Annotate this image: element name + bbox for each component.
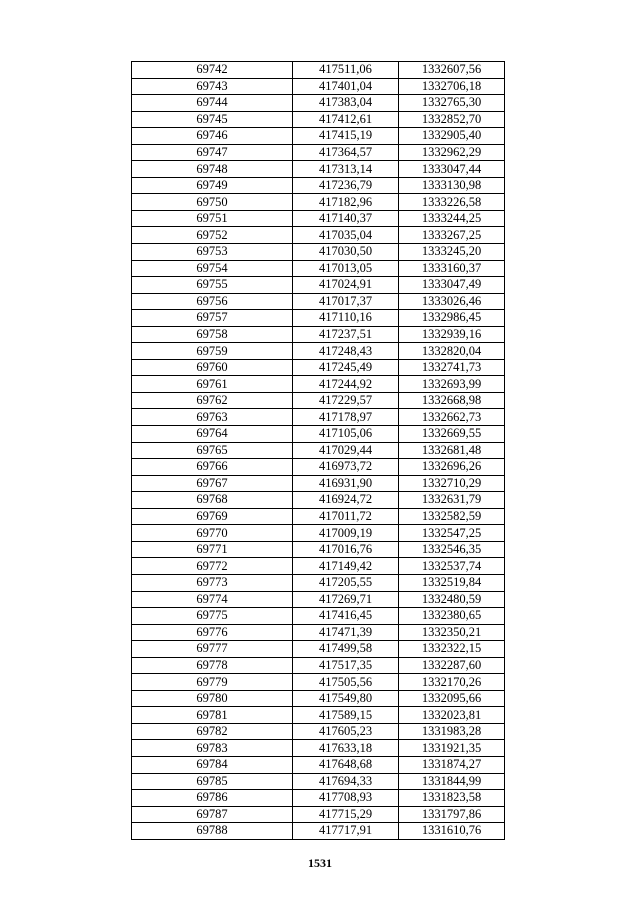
x-coordinate-cell: 417236,79: [293, 177, 399, 194]
table-row: [132, 541, 505, 558]
y-coordinate-cell: 1332905,40: [399, 128, 505, 145]
table-row: [132, 641, 505, 658]
y-coordinate-cell: 1332820,04: [399, 343, 505, 360]
table-row: [132, 161, 505, 178]
x-coordinate-cell: 417009,19: [293, 525, 399, 542]
table-row: [132, 293, 505, 310]
point-number-cell: 69783: [132, 740, 293, 757]
x-coordinate-cell: 417648,68: [293, 756, 399, 773]
x-coordinate-cell: 417029,44: [293, 442, 399, 459]
x-coordinate-cell: 416924,72: [293, 492, 399, 509]
table-row: [132, 740, 505, 757]
x-coordinate-cell: 417499,58: [293, 641, 399, 658]
y-coordinate-cell: 1332696,26: [399, 459, 505, 476]
y-coordinate-cell: 1332693,99: [399, 376, 505, 393]
y-coordinate-cell: 1332547,25: [399, 525, 505, 542]
table-row: [132, 62, 505, 79]
y-coordinate-cell: 1332710,29: [399, 475, 505, 492]
x-coordinate-cell: 417416,45: [293, 608, 399, 625]
y-coordinate-cell: 1332662,73: [399, 409, 505, 426]
x-coordinate-cell: 417110,16: [293, 310, 399, 327]
x-coordinate-cell: 417205,55: [293, 574, 399, 591]
table-row: [132, 392, 505, 409]
point-number-cell: 69753: [132, 244, 293, 261]
table-row: [132, 723, 505, 740]
point-number-cell: 69743: [132, 78, 293, 95]
x-coordinate-cell: 417708,93: [293, 790, 399, 807]
y-coordinate-cell: 1332095,66: [399, 690, 505, 707]
table-row: [132, 442, 505, 459]
x-coordinate-cell: 417633,18: [293, 740, 399, 757]
x-coordinate-cell: 417149,42: [293, 558, 399, 575]
y-coordinate-cell: 1331823,58: [399, 790, 505, 807]
point-number-cell: 69774: [132, 591, 293, 608]
table-row: [132, 260, 505, 277]
x-coordinate-cell: 417269,71: [293, 591, 399, 608]
point-number-cell: 69742: [132, 62, 293, 79]
point-number-cell: 69755: [132, 277, 293, 294]
y-coordinate-cell: 1332681,48: [399, 442, 505, 459]
point-number-cell: 69751: [132, 210, 293, 227]
x-coordinate-cell: 417505,56: [293, 674, 399, 691]
x-coordinate-cell: 417140,37: [293, 210, 399, 227]
table-row: [132, 657, 505, 674]
y-coordinate-cell: 1333130,98: [399, 177, 505, 194]
x-coordinate-cell: 417013,05: [293, 260, 399, 277]
point-number-cell: 69752: [132, 227, 293, 244]
x-coordinate-cell: 417035,04: [293, 227, 399, 244]
y-coordinate-cell: 1332519,84: [399, 574, 505, 591]
point-number-cell: 69787: [132, 806, 293, 823]
x-coordinate-cell: 416931,90: [293, 475, 399, 492]
y-coordinate-cell: 1332962,29: [399, 144, 505, 161]
point-number-cell: 69766: [132, 459, 293, 476]
table-row: [132, 823, 505, 840]
table-row: [132, 177, 505, 194]
table-row: [132, 756, 505, 773]
table-row: [132, 773, 505, 790]
x-coordinate-cell: 417694,33: [293, 773, 399, 790]
x-coordinate-cell: 417178,97: [293, 409, 399, 426]
y-coordinate-cell: 1331844,99: [399, 773, 505, 790]
y-coordinate-cell: 1332350,21: [399, 624, 505, 641]
coordinates-table: [131, 61, 505, 840]
y-coordinate-cell: 1332852,70: [399, 111, 505, 128]
point-number-cell: 69782: [132, 723, 293, 740]
point-number-cell: 69768: [132, 492, 293, 509]
y-coordinate-cell: 1332380,65: [399, 608, 505, 625]
table-row: [132, 111, 505, 128]
y-coordinate-cell: 1332939,16: [399, 326, 505, 343]
table-row: [132, 210, 505, 227]
point-number-cell: 69757: [132, 310, 293, 327]
point-number-cell: 69763: [132, 409, 293, 426]
table-row: [132, 227, 505, 244]
y-coordinate-cell: 1332546,35: [399, 541, 505, 558]
y-coordinate-cell: 1331797,86: [399, 806, 505, 823]
y-coordinate-cell: 1332170,26: [399, 674, 505, 691]
table-row: [132, 277, 505, 294]
table-row: [132, 95, 505, 112]
point-number-cell: 69772: [132, 558, 293, 575]
y-coordinate-cell: 1332322,15: [399, 641, 505, 658]
table-row: [132, 144, 505, 161]
table-row: [132, 624, 505, 641]
x-coordinate-cell: 417245,49: [293, 359, 399, 376]
x-coordinate-cell: 417364,57: [293, 144, 399, 161]
x-coordinate-cell: 417011,72: [293, 508, 399, 525]
x-coordinate-cell: 417415,19: [293, 128, 399, 145]
point-number-cell: 69746: [132, 128, 293, 145]
table-row: [132, 128, 505, 145]
point-number-cell: 69770: [132, 525, 293, 542]
x-coordinate-cell: 417024,91: [293, 277, 399, 294]
y-coordinate-cell: 1333026,46: [399, 293, 505, 310]
table-row: [132, 475, 505, 492]
point-number-cell: 69765: [132, 442, 293, 459]
x-coordinate-cell: 417412,61: [293, 111, 399, 128]
point-number-cell: 69745: [132, 111, 293, 128]
table-row: [132, 707, 505, 724]
x-coordinate-cell: 417244,92: [293, 376, 399, 393]
point-number-cell: 69771: [132, 541, 293, 558]
x-coordinate-cell: 416973,72: [293, 459, 399, 476]
point-number-cell: 69761: [132, 376, 293, 393]
point-number-cell: 69749: [132, 177, 293, 194]
x-coordinate-cell: 417605,23: [293, 723, 399, 740]
x-coordinate-cell: 417517,35: [293, 657, 399, 674]
x-coordinate-cell: 417248,43: [293, 343, 399, 360]
y-coordinate-cell: 1332582,59: [399, 508, 505, 525]
point-number-cell: 69788: [132, 823, 293, 840]
y-coordinate-cell: 1333245,20: [399, 244, 505, 261]
table-row: [132, 790, 505, 807]
point-number-cell: 69759: [132, 343, 293, 360]
table-row: [132, 574, 505, 591]
point-number-cell: 69777: [132, 641, 293, 658]
table-row: [132, 194, 505, 211]
point-number-cell: 69756: [132, 293, 293, 310]
y-coordinate-cell: 1333226,58: [399, 194, 505, 211]
x-coordinate-cell: 417471,39: [293, 624, 399, 641]
table-row: [132, 376, 505, 393]
y-coordinate-cell: 1332537,74: [399, 558, 505, 575]
point-number-cell: 69747: [132, 144, 293, 161]
point-number-cell: 69764: [132, 426, 293, 443]
point-number-cell: 69775: [132, 608, 293, 625]
table-row: [132, 508, 505, 525]
x-coordinate-cell: 417715,29: [293, 806, 399, 823]
x-coordinate-cell: 417016,76: [293, 541, 399, 558]
table-row: [132, 343, 505, 360]
point-number-cell: 69769: [132, 508, 293, 525]
y-coordinate-cell: 1332023,81: [399, 707, 505, 724]
y-coordinate-cell: 1332631,79: [399, 492, 505, 509]
y-coordinate-cell: 1333047,49: [399, 277, 505, 294]
point-number-cell: 69776: [132, 624, 293, 641]
x-coordinate-cell: 417030,50: [293, 244, 399, 261]
y-coordinate-cell: 1333267,25: [399, 227, 505, 244]
y-coordinate-cell: 1332765,30: [399, 95, 505, 112]
y-coordinate-cell: 1331983,28: [399, 723, 505, 740]
table-row: [132, 359, 505, 376]
x-coordinate-cell: 417717,91: [293, 823, 399, 840]
x-coordinate-cell: 417182,96: [293, 194, 399, 211]
point-number-cell: 69784: [132, 756, 293, 773]
y-coordinate-cell: 1333160,37: [399, 260, 505, 277]
y-coordinate-cell: 1333244,25: [399, 210, 505, 227]
y-coordinate-cell: 1332986,45: [399, 310, 505, 327]
point-number-cell: 69786: [132, 790, 293, 807]
y-coordinate-cell: 1333047,44: [399, 161, 505, 178]
point-number-cell: 69781: [132, 707, 293, 724]
table-row: [132, 674, 505, 691]
table-row: [132, 459, 505, 476]
y-coordinate-cell: 1332669,55: [399, 426, 505, 443]
x-coordinate-cell: 417589,15: [293, 707, 399, 724]
table-row: [132, 525, 505, 542]
y-coordinate-cell: 1332668,98: [399, 392, 505, 409]
x-coordinate-cell: 417511,06: [293, 62, 399, 79]
table-row: [132, 326, 505, 343]
point-number-cell: 69762: [132, 392, 293, 409]
x-coordinate-cell: 417549,80: [293, 690, 399, 707]
table-row: [132, 310, 505, 327]
x-coordinate-cell: 417017,37: [293, 293, 399, 310]
table-row: [132, 244, 505, 261]
table-row: [132, 608, 505, 625]
table-row: [132, 426, 505, 443]
y-coordinate-cell: 1332706,18: [399, 78, 505, 95]
table-row: [132, 806, 505, 823]
point-number-cell: 69779: [132, 674, 293, 691]
point-number-cell: 69744: [132, 95, 293, 112]
point-number-cell: 69780: [132, 690, 293, 707]
point-number-cell: 69750: [132, 194, 293, 211]
y-coordinate-cell: 1332607,56: [399, 62, 505, 79]
y-coordinate-cell: 1331610,76: [399, 823, 505, 840]
page-number: 1531: [308, 856, 332, 870]
point-number-cell: 69785: [132, 773, 293, 790]
point-number-cell: 69778: [132, 657, 293, 674]
y-coordinate-cell: 1331921,35: [399, 740, 505, 757]
table-row: [132, 409, 505, 426]
point-number-cell: 69767: [132, 475, 293, 492]
table-row: [132, 558, 505, 575]
point-number-cell: 69758: [132, 326, 293, 343]
x-coordinate-cell: 417105,06: [293, 426, 399, 443]
x-coordinate-cell: 417401,04: [293, 78, 399, 95]
y-coordinate-cell: 1332741,73: [399, 359, 505, 376]
x-coordinate-cell: 417229,57: [293, 392, 399, 409]
y-coordinate-cell: 1332480,59: [399, 591, 505, 608]
table-row: [132, 78, 505, 95]
table-row: [132, 492, 505, 509]
coordinates-table-body: [132, 62, 505, 840]
point-number-cell: 69760: [132, 359, 293, 376]
point-number-cell: 69754: [132, 260, 293, 277]
table-row: [132, 690, 505, 707]
x-coordinate-cell: 417313,14: [293, 161, 399, 178]
y-coordinate-cell: 1332287,60: [399, 657, 505, 674]
table-row: [132, 591, 505, 608]
point-number-cell: 69773: [132, 574, 293, 591]
x-coordinate-cell: 417237,51: [293, 326, 399, 343]
x-coordinate-cell: 417383,04: [293, 95, 399, 112]
y-coordinate-cell: 1331874,27: [399, 756, 505, 773]
point-number-cell: 69748: [132, 161, 293, 178]
